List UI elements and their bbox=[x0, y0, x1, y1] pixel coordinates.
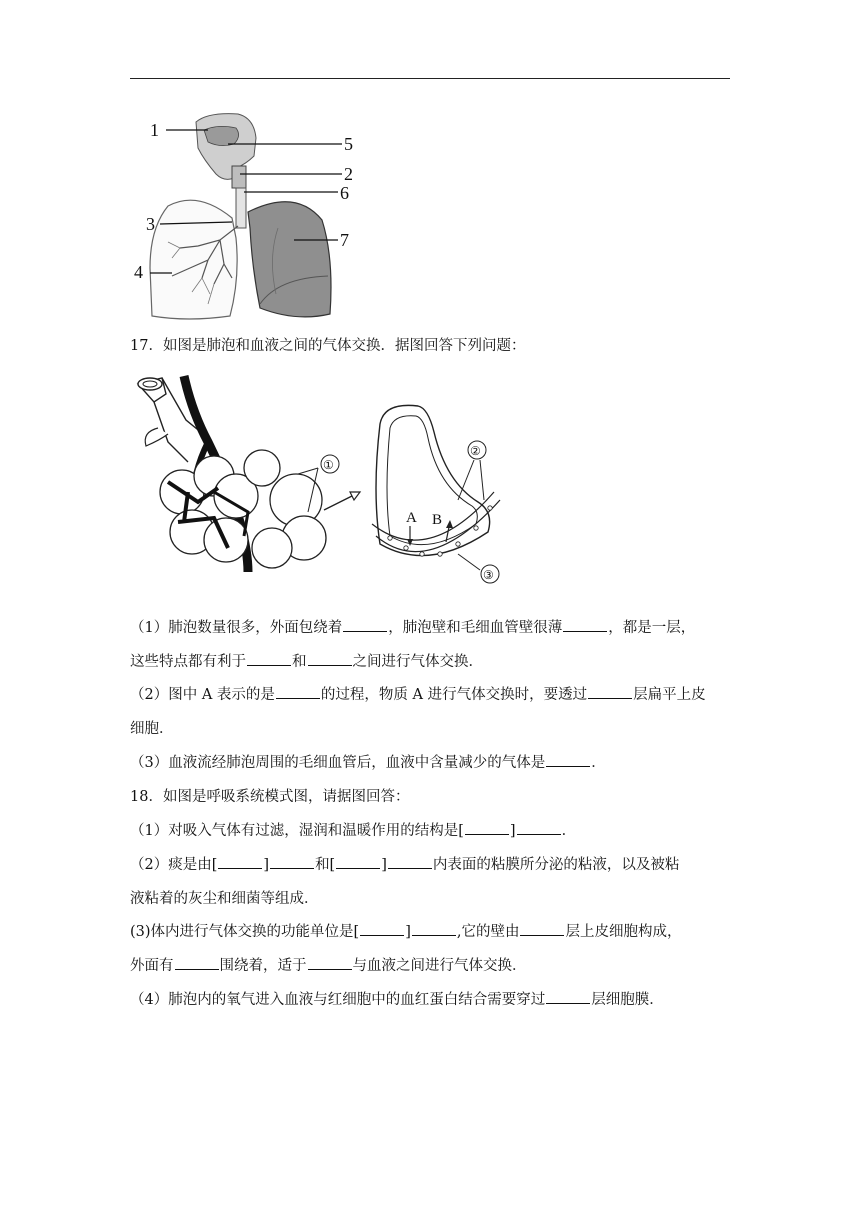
answer-blank[interactable] bbox=[465, 820, 509, 835]
q17-part1-line2: 这些特点都有利于 和 之间进行气体交换． bbox=[130, 651, 730, 673]
figure1-label-5: 5 bbox=[344, 134, 353, 154]
answer-blank[interactable] bbox=[412, 921, 456, 936]
figure1-label-3: 3 bbox=[146, 214, 155, 234]
figure1-label-7: 7 bbox=[340, 230, 349, 250]
q18-part1: （1）对吸入气体有过滤，湿润和温暖作用的结构是[ ] ． bbox=[130, 820, 730, 842]
q17-part2-line1: （2）图中 A 表示的是 的过程，物质 A 进行气体交换时，要透过 层扁平上皮 bbox=[130, 684, 730, 706]
q18-part4: （4）肺泡内的氧气进入血液与红细胞中的血红蛋白结合需要穿过 层细胞膜． bbox=[130, 989, 730, 1011]
respiratory-system-figure bbox=[128, 108, 368, 328]
figure2-label-3: ③ bbox=[483, 568, 494, 582]
answer-blank[interactable] bbox=[388, 854, 432, 869]
figure1-label-6: 6 bbox=[340, 183, 349, 203]
q17-title: 17．如图是肺泡和血液之间的气体交换．据图回答下列问题： bbox=[130, 338, 526, 354]
answer-blank[interactable] bbox=[588, 684, 632, 699]
figure2-label-1: ① bbox=[323, 458, 334, 472]
answer-blank[interactable] bbox=[175, 955, 219, 970]
answer-blank[interactable] bbox=[343, 617, 387, 632]
q18-part2-line2: 液粘着的灰尘和细菌等组成． bbox=[130, 891, 319, 907]
answer-blank[interactable] bbox=[247, 651, 291, 666]
q17-part3: （3）血液流经肺泡周围的毛细血管后，血液中含量减少的气体是 ． bbox=[130, 752, 730, 774]
figure1-label-1: 1 bbox=[150, 120, 159, 140]
q18-part3-line1: (3)体内进行气体交换的功能单位是[ ] ,它的壁由 层上皮细胞构成， bbox=[130, 921, 730, 943]
figure2-label-2: ② bbox=[470, 444, 481, 458]
answer-blank[interactable] bbox=[360, 921, 404, 936]
q18-part3-line2: 外面有 围绕着，适于 与血液之间进行气体交换． bbox=[130, 955, 730, 977]
answer-blank[interactable] bbox=[520, 921, 564, 936]
answer-blank[interactable] bbox=[308, 955, 352, 970]
answer-blank[interactable] bbox=[517, 820, 561, 835]
figure2-label-a: A bbox=[406, 510, 417, 526]
q17-part1-line1: （1）肺泡数量很多，外面包绕着 ，肺泡壁和毛细血管壁很薄 ，都是一层， bbox=[130, 617, 730, 639]
answer-blank[interactable] bbox=[546, 752, 590, 767]
q18-part2-line1: （2）痰是由[ ] 和[ ] 内表面的粘膜所分泌的粘液，以及被粘 bbox=[130, 854, 730, 876]
answer-blank[interactable] bbox=[546, 989, 590, 1004]
answer-blank[interactable] bbox=[308, 651, 352, 666]
figure2-label-b: B bbox=[432, 512, 443, 528]
answer-blank[interactable] bbox=[270, 854, 314, 869]
answer-blank[interactable] bbox=[336, 854, 380, 869]
header-rule bbox=[130, 78, 730, 79]
figure1-label-4: 4 bbox=[134, 262, 143, 282]
figure1-label-2: 2 bbox=[344, 164, 353, 184]
q17-part2-line2: 细胞． bbox=[130, 721, 174, 737]
answer-blank[interactable] bbox=[276, 684, 320, 699]
answer-blank[interactable] bbox=[563, 617, 607, 632]
answer-blank[interactable] bbox=[218, 854, 262, 869]
q18-title: 18．如图是呼吸系统模式图，请据图回答： bbox=[130, 789, 410, 805]
alveoli-gas-exchange-figure bbox=[128, 372, 528, 590]
